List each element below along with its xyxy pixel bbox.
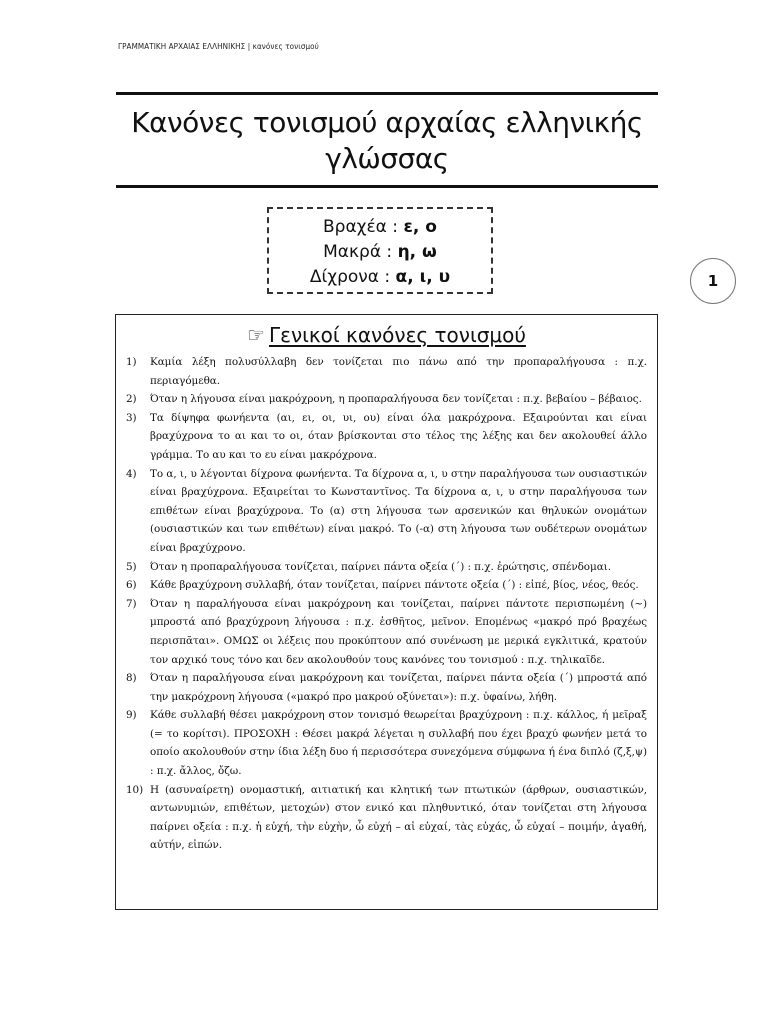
rule-text: Καμία λέξη πολυσύλλαβη δεν τονίζεται πιο πάνω από την προπαραλήγουσα : π.χ. περιαγόμεθα. xyxy=(150,356,647,387)
rule-text: Όταν η παραλήγουσα είναι μακρόχρονη και τονίζεται, παίρνει πάντοτε περισπωμένη (~) μπροστά από βραχύχρονη λήγουσα : π.χ. ἐσθῆτος, μεῖνον. Επομένως «μακρό πρό βραχέως περισπᾶται». ΟΜΩΣ οι λέξεις που προκύπτουν από συνένωση με μερικά εγκλιτικά, κρατούν τον αρχικό τους τόνο και δεν ακολουθούν τους κανόνες του τονισμού : π.χ. τηλικαῖδε. xyxy=(150,597,647,666)
rule-number: 10) xyxy=(126,783,144,796)
rule-number: 9) xyxy=(126,709,137,722)
page-number-badge: 1 xyxy=(690,258,736,304)
short-vowels-row xyxy=(269,215,491,240)
dichrona-vowels-label: Δίχρονα : xyxy=(309,267,396,287)
rule-item xyxy=(126,465,647,558)
rules-heading xyxy=(126,321,647,349)
pointing-hand-icon: ☞ xyxy=(247,323,265,347)
rule-item xyxy=(126,558,647,577)
long-vowels-value: η, ω xyxy=(397,242,437,262)
rule-number: 1) xyxy=(126,356,137,368)
rule-text: Το α, ι, υ λέγονται δίχρονα φωνήεντα. Τα δίχρονα α, ι, υ στην παραλήγουσα των ουσιαστικών είναι βραχύχρονα. Εξαιρείται το Κωνσταντῖνος. Τα δίχρονα α, ι, υ στην παραλήγουσα των επιθέτων είναι βραχύχρονα. Το (α) στη λήγουσα των αρσενικών και θηλυκών ονομάτων (ουσιαστικών και των επιθέτων) είναι μακρό. Το (-α) στη λήγουσα των ουδέτερων ονομάτων είναι βραχύχρονο. xyxy=(150,467,647,554)
short-vowels-label: Βραχέα : xyxy=(323,217,404,237)
rule-item xyxy=(126,409,647,465)
rules-list xyxy=(126,353,647,855)
short-vowels-value: ε, ο xyxy=(403,217,437,237)
rule-item xyxy=(126,390,647,409)
dichrona-vowels-value: α, ι, υ xyxy=(395,267,451,287)
rule-text: Όταν η παραλήγουσα είναι μακρόχρονη και τονίζεται, παίρνει πάντα οξεία (΄) μπροστά από την μακρόχρονη λήγουσα («μακρό προ μακρού οξύνεται»): π.χ. ὑφαίνω, λήθη. xyxy=(150,672,647,703)
rule-text: Όταν η προπαραλήγουσα τονίζεται, παίρνει πάντα οξεία (΄) : π.χ. ἐρώτησις, σπένδομαι. xyxy=(150,560,611,573)
rule-item xyxy=(126,576,647,595)
rules-heading-text: Γενικοί κανόνες τονισμού xyxy=(269,323,526,347)
rule-text: Κάθε βραχύχρονη συλλαβή, όταν τονίζεται, παίρνει πάντοτε οξεία (΄) : εἰπέ, βίος, νέος, θεός. xyxy=(150,579,639,592)
general-rules-box xyxy=(115,314,658,910)
rule-number: 7) xyxy=(126,597,137,610)
vowel-summary-box xyxy=(267,207,493,294)
rule-item xyxy=(126,353,647,390)
rule-number: 6) xyxy=(126,579,137,592)
rule-text: Όταν η λήγουσα είναι μακρόχρονη, η προπαραλήγουσα δεν τονίζεται : π.χ. βεβαίου – βέβαιος. xyxy=(150,393,642,406)
rule-number: 5) xyxy=(126,560,137,573)
rule-number: 4) xyxy=(126,467,137,480)
rule-number: 2) xyxy=(126,393,137,406)
dichrona-vowels-row xyxy=(269,265,491,290)
long-vowels-row xyxy=(269,240,491,265)
page-title-line-2: γλώσσας xyxy=(325,142,449,175)
rule-text: Κάθε συλλαβή θέσει μακρόχρονη στον τονισμό θεωρείται βραχύχρονη : π.χ. κάλλος, ή μεῖραξ (= το κορίτσι). ΠΡΟΣΟΧΗ : Θέσει μακρά λέγεται η συλλαβή που έχει βραχύ φωνήεν μετά το οποίο ακολουθούν στην ίδια λέξη δυο ή περισσότερα συνεχόμενα σύμφωνα ή ένα διπλό (ζ,ξ,ψ) : π.χ. ἄλλος, ὄζω. xyxy=(150,709,647,778)
page-title xyxy=(116,92,658,188)
rule-item xyxy=(126,595,647,669)
long-vowels-label: Μακρά : xyxy=(323,242,398,262)
rule-item xyxy=(126,706,647,780)
rule-text: Η (ασυναίρετη) ονομαστική, αιτιατική και κλητική των πτωτικών (άρθρων, ουσιαστικών, αντωνυμιών, επιθέτων, μετοχών) στον ενικό και πληθυντικό, όταν τονίζεται στη λήγουσα παίρνει οξεία : π.χ. ἡ εὐχή, τὴν εὐχὴν, ὦ εὐχή – αἱ εὐχαί, τὰς εὐχάς, ὦ εὐχαί – ποιμήν, ἀγαθή, αὐτήν, εἰπών. xyxy=(150,783,647,852)
rule-number: 3) xyxy=(126,411,137,424)
running-header: ΓΡΑΜΜΑΤΙΚΗ ΑΡΧΑΙΑΣ ΕΛΛΗΝΙΚΗΣ | κανόνες τονισμού xyxy=(118,42,319,51)
rule-item xyxy=(126,669,647,706)
rule-item xyxy=(126,781,647,855)
page-title-line-1: Κανόνες τονισμού αρχαίας ελληνικής xyxy=(131,106,643,139)
rule-text: Τα δίψηφα φωνήεντα (αι, ει, οι, υι, ου) είναι όλα μακρόχρονα. Εξαιρούνται και είναι βραχύχρονα το αι και το οι, όταν βρίσκονται στο τέλος της λέξης και δεν ακολουθεί άλλο γράμμα. Το αυ και το ευ είναι μακρόχρονα. xyxy=(150,411,647,461)
rule-number: 8) xyxy=(126,672,137,685)
